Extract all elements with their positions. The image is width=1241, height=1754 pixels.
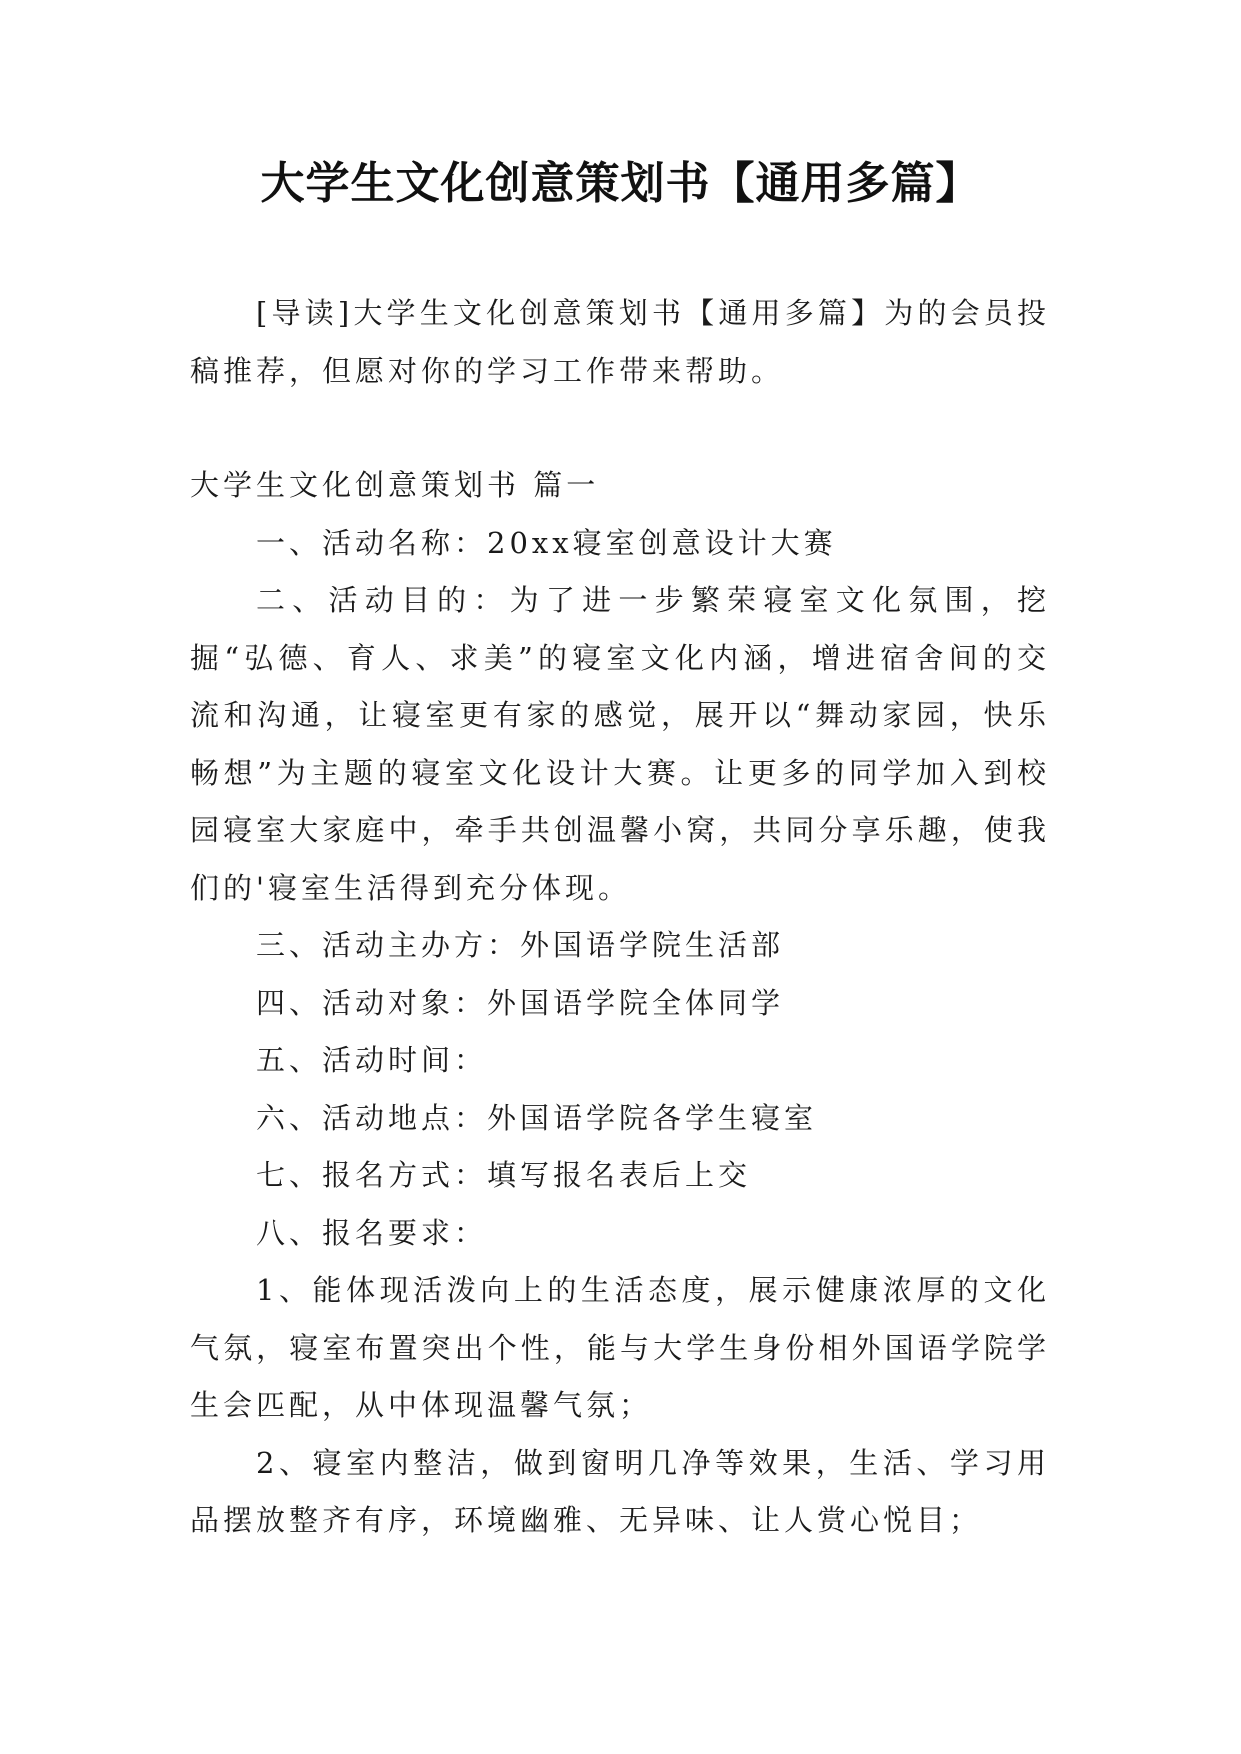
section-heading: 大学生文化创意策划书 篇一 (190, 468, 600, 502)
item-registration-requirements: 八、报名要求： (256, 1215, 488, 1250)
document-title: 大学生文化创意策划书【通用多篇】 (260, 158, 981, 209)
requirement-2: 2、寝室内整洁，做到窗明几净等效果，生活、学习用品摆放整齐有序，环境幽雅、无异味、让人赏心悦目； (190, 1445, 1050, 1537)
item-activity-name: 一、活动名称：20xx寝室创意设计大赛 (256, 525, 837, 560)
document-body (190, 285, 1050, 1550)
item-registration-method: 七、报名方式：填写报名表后上交 (256, 1158, 752, 1192)
intro-paragraph: [导读]大学生文化创意策划书【通用多篇】为的会员投稿推荐，但愿对你的学习工作带来帮助。 (190, 296, 1050, 388)
item-activity-time: 五、活动时间： (256, 1043, 488, 1077)
item-activity-location: 六、活动地点：外国语学院各学生寝室 (256, 1100, 818, 1135)
item-organizer: 三、活动主办方：外国语学院生活部 (256, 928, 785, 962)
requirement-1: 1、能体现活泼向上的生活态度，展示健康浓厚的文化气氛，寝室布置突出个性，能与大学生身份相外国语学院学生会匹配，从中体现温馨气氛； (190, 1273, 1050, 1422)
item-activity-purpose: 二、活动目的：为了进一步繁荣寝室文化氛围，挖掘“弘德、育人、求美”的寝室文化内涵，增进宿舍间的交流和沟通，让寝室更有家的感觉，展开以“舞动家园，快乐畅想”为主题的寝室文化设计大赛。让更多的同学加入到校园寝室大家庭中，牵手共创温馨小窝，共同分享乐趣，使我们的'寝室生活得到充分体现。 (190, 583, 1050, 905)
item-participants: 四、活动对象：外国语学院全体同学 (256, 985, 785, 1020)
